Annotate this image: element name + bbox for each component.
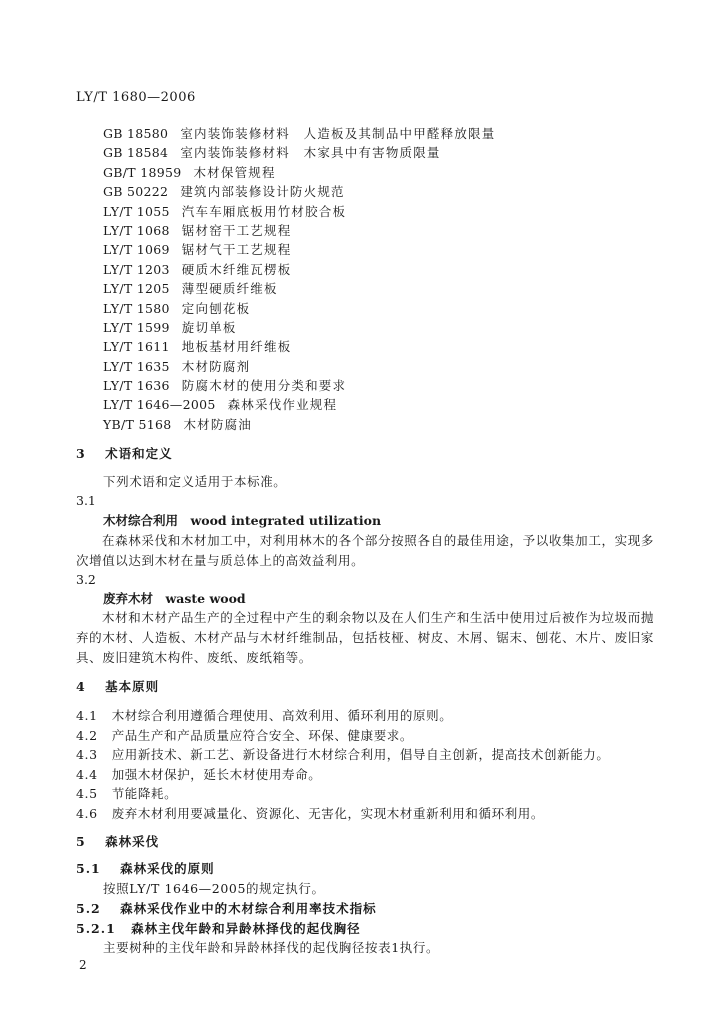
reference-title: 锯材窑干工艺规程 (181, 222, 292, 238)
clause-5-1-heading (76, 859, 215, 879)
reference-code: LY/T 1599 (103, 319, 170, 335)
reference-code: GB 18580 (103, 126, 169, 141)
page-number: 2 (79, 958, 87, 972)
principle-number: 4.1 (76, 708, 98, 723)
reference-title: 木材防腐剂 (181, 358, 251, 374)
section-number: 3 (76, 446, 86, 461)
principle-text: 节能降耗。 (111, 786, 178, 802)
reference-code: LY/T 1580 (103, 300, 170, 316)
reference-code: GB 50222 (103, 184, 169, 200)
principle-number: 4.2 (76, 727, 98, 743)
clause-5-1-text: 按照LY/T 1646—2005的规定执行。 (103, 881, 325, 896)
reference-title: 木材保管规程 (193, 164, 276, 180)
reference-title: 旋切单板 (181, 319, 237, 335)
reference-code: LY/T 1068 (103, 222, 170, 238)
reference-title: 硬质木纤维瓦楞板 (181, 261, 292, 277)
reference-item (103, 337, 495, 356)
section-3-heading (76, 444, 173, 464)
reference-title: 木材防腐油 (183, 416, 252, 432)
principle-number: 4.6 (76, 806, 98, 821)
clause-number: 5.1 (76, 861, 101, 876)
reference-title: 室内装饰装修材料 人造板及其制品中甲醛释放限量 (180, 126, 496, 141)
section-title: 基本原则 (105, 679, 160, 694)
principle-text: 产品生产和产品质量应符合安全、环保、健康要求。 (111, 727, 413, 743)
standard-header: LY/T 1680—2006 (76, 90, 196, 105)
clause-5-2-1-heading (76, 919, 361, 939)
term-3-1-definition: 在森林采伐和木材加工中，对利用林木的各个部分按照各自的最佳用途，予以收集加工，实现多次增值以达到木材在量与质总体上的高效益利用。 (76, 533, 654, 568)
reference-code: LY/T 1636 (103, 378, 170, 394)
clause-number: 5.2.1 (76, 921, 116, 936)
reference-item (103, 182, 495, 201)
reference-title: 汽车车厢底板用竹材胶合板 (181, 203, 347, 219)
reference-item (103, 395, 495, 414)
section-number: 5 (76, 834, 86, 849)
reference-title: 定向刨花板 (181, 300, 251, 316)
reference-title: 地板基材用纤维板 (181, 339, 292, 355)
normative-references-list (103, 124, 495, 434)
reference-item (103, 221, 495, 240)
principle-number: 4.4 (76, 766, 98, 782)
section-5-heading (76, 832, 159, 852)
reference-item (103, 376, 495, 395)
clause-title: 森林主伐年龄和异龄林择伐的起伐胸径 (131, 921, 361, 936)
principle-item (76, 726, 413, 746)
clause-number: 5.2 (76, 901, 101, 916)
reference-item (103, 318, 495, 337)
reference-item (103, 124, 495, 143)
principle-item (76, 804, 544, 824)
reference-item (103, 260, 495, 279)
principle-item (76, 784, 177, 804)
reference-item (103, 415, 495, 434)
principle-text: 加强木材保护，延长木材使用寿命。 (111, 766, 322, 782)
section-title: 术语和定义 (105, 446, 173, 461)
reference-item (103, 143, 495, 162)
clause-5-2-heading (76, 899, 377, 919)
reference-title: 建筑内部装修设计防火规范 (180, 184, 345, 200)
reference-title: 防腐木材的使用分类和要求 (181, 378, 347, 394)
principle-number: 4.5 (76, 786, 98, 802)
section-3-intro: 下列术语和定义适用于本标准。 (103, 474, 287, 489)
reference-code: YB/T 5168 (103, 416, 172, 432)
reference-code: LY/T 1205 (103, 281, 170, 297)
section-number: 4 (76, 679, 86, 694)
reference-item (103, 163, 495, 182)
reference-code: LY/T 1611 (103, 339, 170, 355)
clause-title: 森林采伐作业中的木材综合利用率技术指标 (120, 901, 377, 916)
reference-title: 薄型硬质纤维板 (181, 281, 278, 297)
term-3-1-number: 3.1 (76, 493, 96, 508)
reference-item (103, 279, 495, 298)
reference-code: GB 18584 (103, 145, 169, 161)
reference-code: LY/T 1646—2005 (103, 397, 216, 413)
clause-5-2-1-text: 主要树种的主伐年龄和异龄林择伐的起伐胸径按表1执行。 (103, 940, 440, 955)
reference-code: LY/T 1055 (103, 203, 170, 219)
reference-item (103, 240, 495, 259)
reference-item (103, 299, 495, 318)
clause-title: 森林采伐的原则 (120, 861, 215, 876)
reference-title: 室内装饰装修材料 木家具中有害物质限量 (180, 145, 441, 161)
reference-code: LY/T 1069 (103, 242, 170, 258)
term-3-2-heading: 废弃木材 waste wood (103, 591, 246, 606)
principle-number: 4.3 (76, 747, 98, 763)
reference-title: 锯材气干工艺规程 (181, 242, 292, 258)
section-4-heading (76, 677, 159, 697)
principle-text: 应用新技术、新工艺、新设备进行木材综合利用，倡导自主创新，提高技术创新能力。 (111, 747, 610, 763)
principle-text: 废弃木材利用要减量化、资源化、无害化，实现木材重新利用和循环利用。 (111, 806, 544, 821)
reference-item (103, 357, 495, 376)
principle-text: 木材综合利用遵循合理使用、高效利用、循环利用的原则。 (111, 708, 453, 723)
reference-title: 森林采伐作业规程 (227, 397, 338, 413)
term-3-2-definition: 木材和木材产品生产的全过程中产生的剩余物以及在人们生产和生活中使用过后被作为垃圾而抛弃的木材、人造板、木材产品与木材纤维制品，包括枝桠、树皮、木屑、锯末、刨花、木片、废旧家具、废旧建筑木构件、废纸、废纸箱等。 (76, 610, 654, 665)
reference-code: GB/T 18959 (103, 164, 182, 180)
reference-code: LY/T 1635 (103, 358, 170, 374)
section-title: 森林采伐 (105, 834, 160, 849)
principle-item (76, 765, 321, 785)
reference-item (103, 202, 495, 221)
principle-item (76, 706, 452, 726)
reference-code: LY/T 1203 (103, 261, 170, 277)
term-3-2-number: 3.2 (76, 572, 96, 587)
term-3-1-heading: 木材综合利用 wood integrated utilization (103, 513, 382, 528)
principle-item (76, 745, 610, 765)
